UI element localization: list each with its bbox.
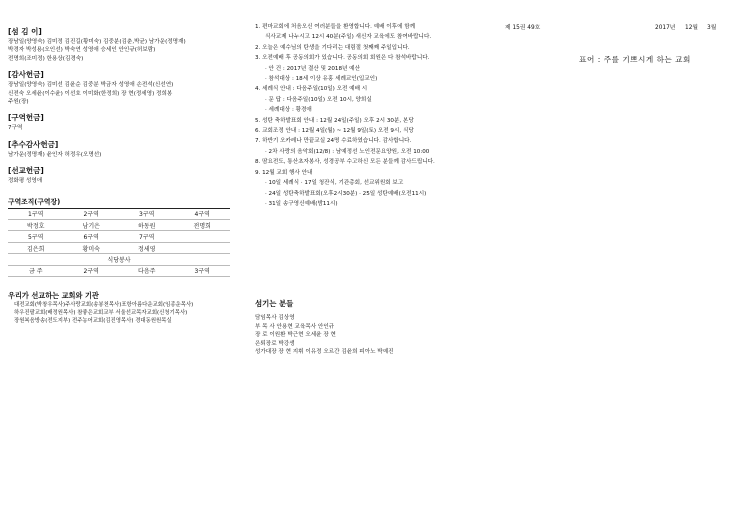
news-item: 3. 오전예배 후 공동의회가 있습니다. 공동의회 회원은 다 참석바랍니다. xyxy=(255,55,430,62)
district-cell: 6구역 xyxy=(64,231,120,242)
mission-line: 대전교회(박창우목사)주사랑교회(송봉천목사)포항아름다운교회(임종운목사) xyxy=(14,302,194,308)
worker-line: 담임목사 김상영 xyxy=(255,315,295,321)
district-cell: 2구역 xyxy=(64,265,120,276)
issue-year: 2017년 xyxy=(655,25,676,31)
district-cell: 다음주 xyxy=(119,265,175,276)
district-row xyxy=(8,220,230,231)
district-cell: 남기은 xyxy=(64,220,120,231)
news-item: · 세례대상 : 황경애 xyxy=(265,107,312,114)
district-cell: 정세영 xyxy=(119,242,175,253)
district-cell: 2구역 xyxy=(64,208,120,219)
district-cell xyxy=(175,231,231,242)
section-line: 신전숙 오세윤(이수윤) 이선호 이미화(한정희) 장 현(정세영) 정희봉 xyxy=(8,90,173,97)
section-line: 주원(장) xyxy=(8,99,29,106)
district-cell xyxy=(175,242,231,253)
service-title-row xyxy=(8,254,230,265)
news-item: · 31일 송구영신예배(밤11시) xyxy=(265,200,338,207)
service-title: 식당봉사 xyxy=(8,254,230,265)
news-item: 6. 교회조정 안내 : 12월 4일(월) ~ 12월 9일(토) 오전 9시, 식당 xyxy=(255,128,414,135)
issue-month: 12월 xyxy=(685,25,698,31)
section-title: [구역헌금] xyxy=(8,113,44,123)
section-line: 남가운(정명재) 윤인자 허정우(오명선) xyxy=(8,151,102,158)
section-title: [섬 김 이] xyxy=(8,27,42,36)
news-column xyxy=(255,22,495,209)
workers-section xyxy=(255,298,495,357)
district-cell: 금 주 xyxy=(8,265,64,276)
section-title: [감사헌금] xyxy=(8,70,44,80)
district-cell: 5구역 xyxy=(8,231,64,242)
news-item: 1. 편마교회에 처음오신 여러분들을 환영합니다. 예배 이후에 함께 xyxy=(255,24,416,30)
section-line: 7구역 xyxy=(8,125,23,132)
news-item: 2. 오늘은 예수님의 탄생을 기다리는 대림절 첫째째 주일입니다. xyxy=(255,44,410,51)
district-row xyxy=(8,231,230,242)
district-cell: 1구역 xyxy=(8,208,64,219)
district-title: 구역조직(구역장) xyxy=(8,197,61,206)
offering-sections xyxy=(8,26,243,186)
district-row xyxy=(8,265,230,276)
news-item: 8. 땀요전도, 통산초자봉사, 성경공부 수고하신 모든 분들께 감사드립니다. xyxy=(255,159,435,166)
workers-title: 섬기는 분들 xyxy=(255,299,294,308)
district-cell: 3구역 xyxy=(175,265,231,276)
issue-week: 3월 xyxy=(707,25,717,31)
section-title: [추수감사헌금] xyxy=(8,139,59,149)
left-column xyxy=(8,20,243,326)
news-item: 7. 하반기 오카레나 만끝교실 24명 수료하였습니다. 감사합니다. xyxy=(255,138,412,145)
section-line: 정화평 성영애 xyxy=(8,178,43,185)
issue-info xyxy=(505,22,745,32)
district-cell: 4구역 xyxy=(175,208,231,219)
mission-list xyxy=(8,301,243,326)
news-item: · 2차 사랑의 음악회(12/8) : 남예정선 노인전문요양원, 오전 10:00 xyxy=(265,148,430,155)
district-cell: 김은희 xyxy=(8,242,64,253)
section-line: 전명희(조미정) 한용상(김경숙) xyxy=(8,55,84,62)
district-row xyxy=(8,208,230,219)
workers-list xyxy=(255,314,495,357)
news-item: · 참석대상 : 18세 이상 유홍 세례교인(입교인) xyxy=(265,76,378,83)
news-item: 5. 성탄 축하발표회 안내 : 12월 24일(주일) 오후 2시 30분, 본당 xyxy=(255,117,414,124)
header-column xyxy=(505,22,745,65)
district-cell: 하동원 xyxy=(119,220,175,231)
district-cell: 7구역 xyxy=(119,231,175,242)
section-title: [선교헌금] xyxy=(8,166,44,176)
district-cell: 3구역 xyxy=(119,208,175,219)
worker-line: 은퇴장로 박강생 xyxy=(255,340,295,347)
district-cell: 전명희 xyxy=(175,220,231,231)
news-item: · 문 답 : 다음주일(10일) 오전 10시, 양희실 xyxy=(265,96,372,103)
mission-line: 장원복음방송(전도지부) 전주농어교회(김진영목사) 경대동원원목실 xyxy=(14,318,172,325)
news-item: 9. 12월 교회 행사 안내 xyxy=(255,169,313,176)
district-cell: 박정호 xyxy=(8,220,64,231)
district-cell: 황미숙 xyxy=(64,242,120,253)
issue-number: 제 15권 49호 xyxy=(505,25,541,31)
district-row xyxy=(8,242,230,253)
worker-line: 성가대장 장 현 지휘 이유정 오르간 김윤희 피아노 박예진 xyxy=(255,349,394,356)
news-item: 식사교제 나누시고 12시 40분(주일) 새신자 교육에도 참여바랍니다. xyxy=(265,34,432,41)
church-motto: 표어 : 주를 기쁘시게 하는 교회 xyxy=(579,55,691,64)
section-line: 박경자 박성용(오인선) 박숙연 성영애 승세인 안인규(허보람) xyxy=(8,47,156,54)
district-table xyxy=(8,208,230,277)
news-item: · 24일 성탄축하발표회(오후2시30분) · 25일 성탄예배(오전11시) xyxy=(265,190,427,197)
worker-line: 부 목 사 안용현 교육목사 안인규 xyxy=(255,323,335,330)
section-line: 장남일(양영숙) 김미정 김진길(황미숙) 김중분(김춘,박균) 남가운(정명재) xyxy=(8,39,186,45)
worker-line: 장 로 이원환 박근현 오세윤 장 현 xyxy=(255,332,336,339)
news-item: 4. 세례식 안내 : 다음주일(10일) 오전 예배 시 xyxy=(255,86,368,93)
section-line: 장남일(양영숙) 김미선 김윤순 김중분 박금자 성영애 손전석(신선연) xyxy=(8,82,174,89)
news-list xyxy=(255,22,495,209)
news-item: · 10일 세례식 · 17일 청잔식, 기관총회, 선교위원회 보고 xyxy=(265,180,404,187)
mission-line: 하우진팔교회(배정원목사) 참좋은교회교부 서울선교목자교회(신청기목사) xyxy=(14,310,188,317)
mission-title: 우리가 선교하는 교회와 기관 xyxy=(8,291,99,300)
news-item: · 안 건 : 2017년 결산 및 2018년 예산 xyxy=(265,65,360,72)
